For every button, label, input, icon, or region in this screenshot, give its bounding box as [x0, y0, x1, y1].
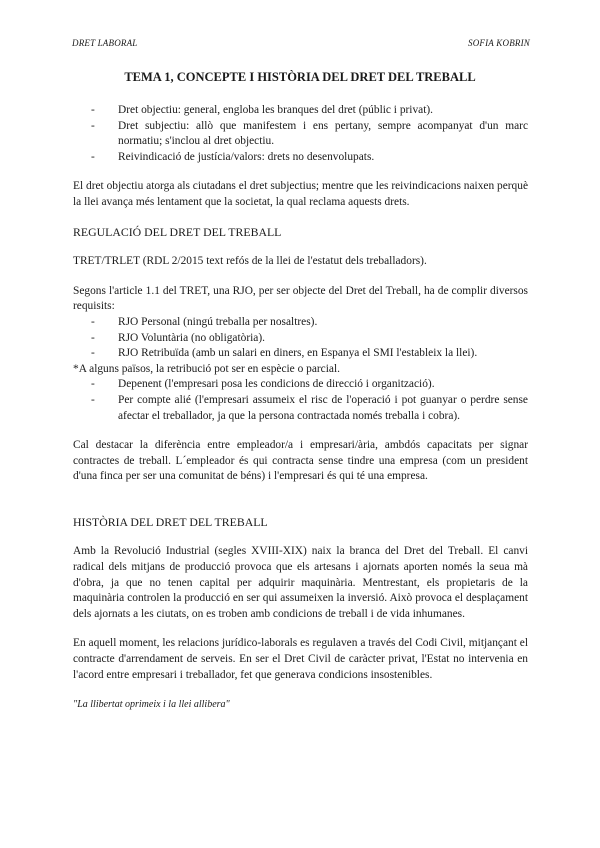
employer-paragraph: Cal destacar la diferència entre empleador/a i empresari/ària, ambdós capacitats per signar contractes de treball. L´empleador és qui contracta sense tindre una empresa (com un president d'una finca per ser una comunitat de béns) i l'empresari és qui té una empresa.: [73, 439, 528, 483]
article-intro: Segons l'article 1.1 del TRET, una RJO, per ser objecte del Dret del Treball, ha de complir diversos requisits:: [73, 284, 528, 313]
intro-paragraph: El dret objectiu atorga als ciutadans el dret subjectius; mentre que les reivindicacions naixen perquè la llei avança més lentament que la societat, la qual reclama aquests drets.: [73, 180, 528, 208]
requirements-list-b: [73, 377, 528, 424]
list-item: - Depenent (l'empresari posa les condicions de direcció i organització).: [73, 377, 528, 393]
section-heading-historia: HISTÒRIA DEL DRET DEL TREBALL: [73, 514, 268, 529]
list-item: - Dret objectiu: general, engloba les branques del dret (públic i privat).: [73, 103, 528, 119]
quote: "La llibertat oprimeix i la llei allibera": [73, 699, 230, 711]
history-paragraph-2: En aquell moment, les relacions jurídico-laborals es regulaven a través del Codi Civil, mitjançant el contracte d'arrendament de serveis. En ser el Dret Civil de caràcter privat, l'Estat no intervenia en l'acord entre empresari i treballador, fet que generava condicions insostenibles.: [73, 637, 528, 681]
document-title: TEMA 1, CONCEPTE I HISTÒRIA DEL DRET DEL TREBALL: [124, 70, 476, 84]
intro-list: [73, 103, 528, 165]
document-body: [73, 103, 528, 713]
list-item: - Per compte alié (l'empresari assumeix el risc de l'operació i pot guanyar o perdre sense afectar el treballador, ja que la persona contractada només treballa i cobra).: [73, 393, 528, 424]
requirements-list-a: [73, 315, 528, 362]
section-spacer: [73, 499, 528, 515]
tret-line: TRET/TRLET (RDL 2/2015 text refós de la llei de l'estatut dels treballadors).: [73, 255, 427, 268]
retribution-note: *A alguns països, la retribució pot ser en espècie o parcial.: [73, 362, 340, 375]
list-item: - Reivindicació de justícia/valors: drets no desenvolupats.: [73, 150, 528, 166]
section-heading-regulacio: REGULACIÓ DEL DRET DEL TREBALL: [73, 224, 282, 239]
list-item: - RJO Voluntària (no obligatòria).: [73, 331, 528, 347]
header-subject: DRET LABORAL: [72, 38, 138, 48]
list-item: - Dret subjectiu: allò que manifestem i ens pertany, sempre acompanyat d'un marc normatiu; s'inclou al dret objectiu.: [73, 119, 528, 150]
list-item: - RJO Personal (ningú treballa per nosaltres).: [73, 315, 528, 331]
list-item: - RJO Retribuïda (amb un salari en diners, en Espanya el SMI l'estableix la llei).: [73, 346, 528, 362]
header-author: SOFIA KOBRIN: [468, 38, 530, 48]
history-paragraph-1: Amb la Revolució Industrial (segles XVIII-XIX) naix la branca del Dret del Treball. El canvi radical dels mitjans de producció provoca que els artesans i ajornats aporten només la seua mà d'obra, ja que no tenen capital per adquirir maquinària. Mentrestant, els propietaris de la maquinària controlen la producció en ser qui assumeixen la inversió. Això provoca el desplaçament dels ajornats a les ciutats, on es troben amb condicions de treball i de vida inhumanes.: [73, 545, 528, 620]
